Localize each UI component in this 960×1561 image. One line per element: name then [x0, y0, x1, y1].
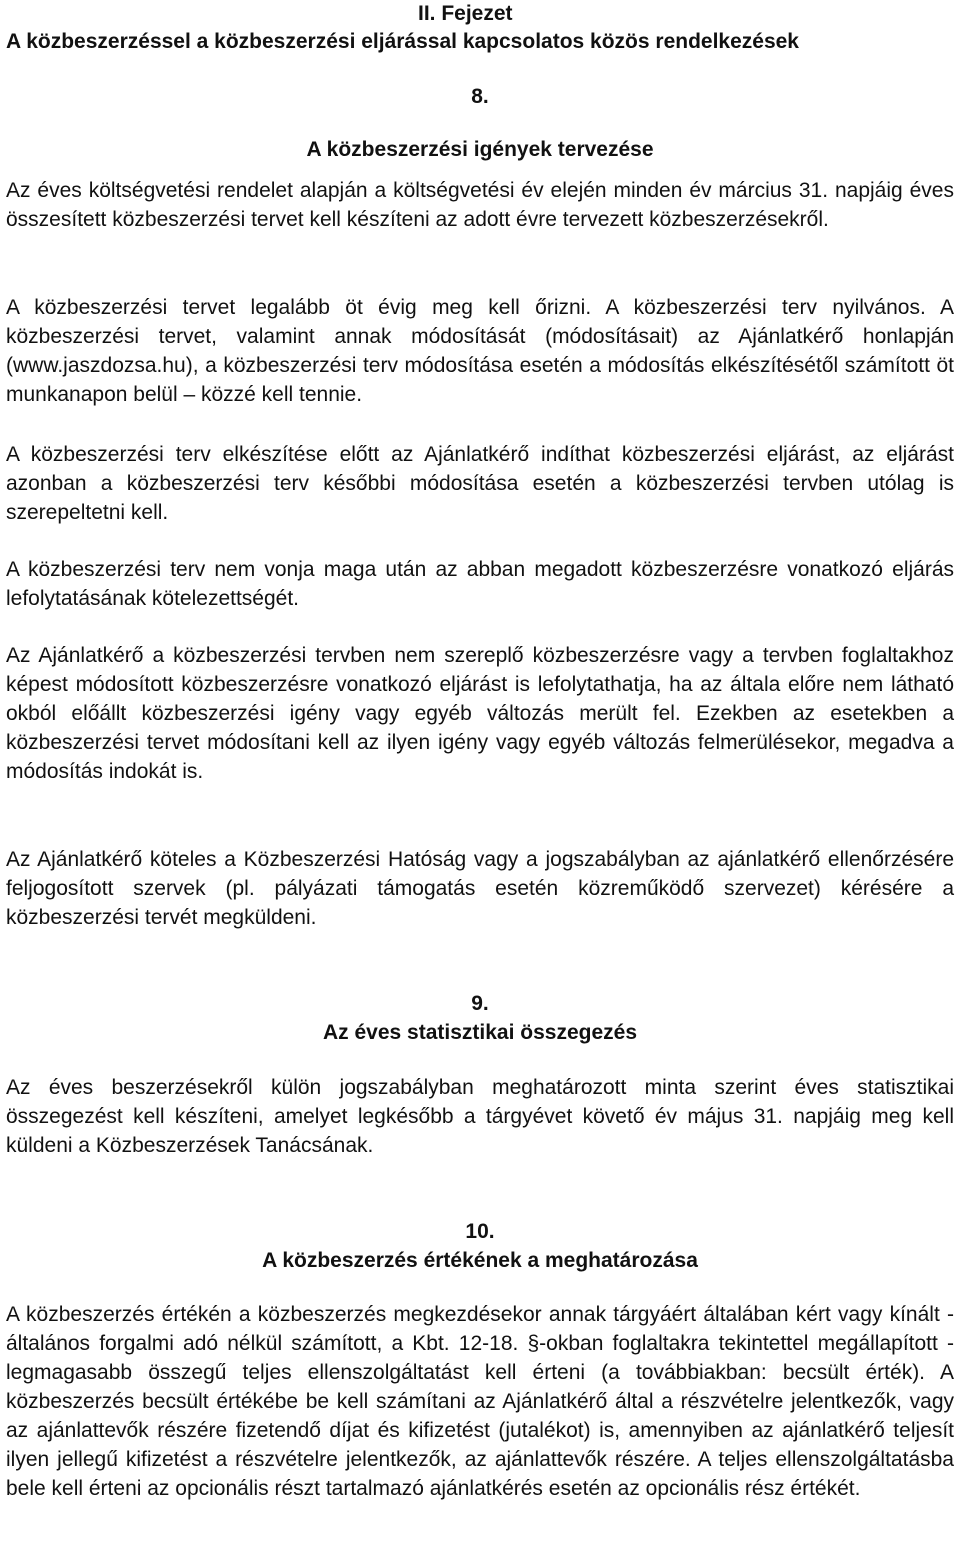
- section-8-paragraph: Az Ajánlatkérő köteles a Közbeszerzési Hatóság vagy a jogszabályban az ajánlatkérő ellenőrzésére feljogosított szervek (pl. pályázati támogatás esetén közreműködő szervezet) kérésére a közbeszerzési tervét megküldeni.: [6, 848, 954, 929]
- section-9-title: Az éves statisztikai összegezés: [323, 1021, 637, 1044]
- section-10-number: 10.: [465, 1220, 495, 1243]
- section-10-title: A közbeszerzés értékének a meghatározása: [262, 1249, 698, 1272]
- section-8-title: A közbeszerzési igények tervezése: [306, 138, 654, 161]
- chapter-title: A közbeszerzéssel a közbeszerzési eljárással kapcsolatos közös rendelkezések: [6, 30, 799, 53]
- section-8-paragraph: Az Ajánlatkérő a közbeszerzési tervben nem szereplő közbeszerzésre vagy a tervben foglaltakhoz képest módosított közbeszerzésre vonatkozó eljárást is lefolytathatja, ha az általa előre nem látható okból előállt közbeszerzési igény vagy egyéb változás merült fel. Ezekben az esetekben a közbeszerzési tervet módosítani kell az ilyen igény vagy egyéb változás felmerülésekor, megadva a módosítás indokát is.: [6, 644, 954, 783]
- section-9-number: 9.: [471, 992, 489, 1015]
- section-8-paragraph: Az éves költségvetési rendelet alapján a költségvetési év elején minden év március 31. napjáig éves összesített közbeszerzési tervet kell készíteni az adott évre tervezett közbeszerzésekről.: [6, 179, 954, 231]
- section-8-paragraph: A közbeszerzési terv nem vonja maga után az abban megadott közbeszerzésre vonatkozó eljárás lefolytatásának kötelezettségét.: [6, 558, 954, 610]
- section-10-paragraph: A közbeszerzés értékén a közbeszerzés megkezdésekor annak tárgyáért általában kért vagy kínált - általános forgalmi adó nélkül számított, a Kbt. 12-18. §-okban foglaltakra tekintettel megállapított - legmagasabb összegű teljes ellenszolgáltatást kell érteni (a továbbiakban: becsült érték). A közbeszerzés becsült értékébe be kell számítani az Ajánlatkérő által a részvételre jelentkezők, vagy az ajánlattevők részére fizetendő díjat és kifizetést (jutalékot) is, amennyiben az ajánlatkérő teljesít ilyen jellegű kifizetést a részvételre jelentkezők, az ajánlattevők részére. A teljes ellenszolgáltatásba bele kell érteni az opcionális részt tartalmazó ajánlatkérés esetén az opcionális rész értékét.: [6, 1303, 954, 1500]
- section-8-number: 8.: [471, 85, 489, 108]
- section-9-paragraph: Az éves beszerzésekről külön jogszabályban meghatározott minta szerint éves statisztikai összegezést kell készíteni, amelyet legkésőbb a tárgyévet követő év május 31. napjáig meg kell küldeni a Közbeszerzések Tanácsának.: [6, 1076, 954, 1157]
- chapter-number: II. Fejezet: [418, 2, 513, 25]
- section-8-paragraph: A közbeszerzési terv elkészítése előtt az Ajánlatkérő indíthat közbeszerzési eljárást, az eljárást azonban a közbeszerzési terv későbbi módosítása esetén a közbeszerzési tervben utólag is szerepeltetni kell.: [6, 443, 954, 524]
- section-8-paragraph: A közbeszerzési tervet legalább öt évig meg kell őrizni. A közbeszerzési terv nyilvános. A közbeszerzési tervet, valamint annak módosítását (módosításait) az Ajánlatkérő honlapján (www.jaszdozsa.hu), a közbeszerzési terv módosítása esetén a módosítás elkészítésétől számított öt munkanapon belül – közzé kell tennie.: [6, 296, 954, 406]
